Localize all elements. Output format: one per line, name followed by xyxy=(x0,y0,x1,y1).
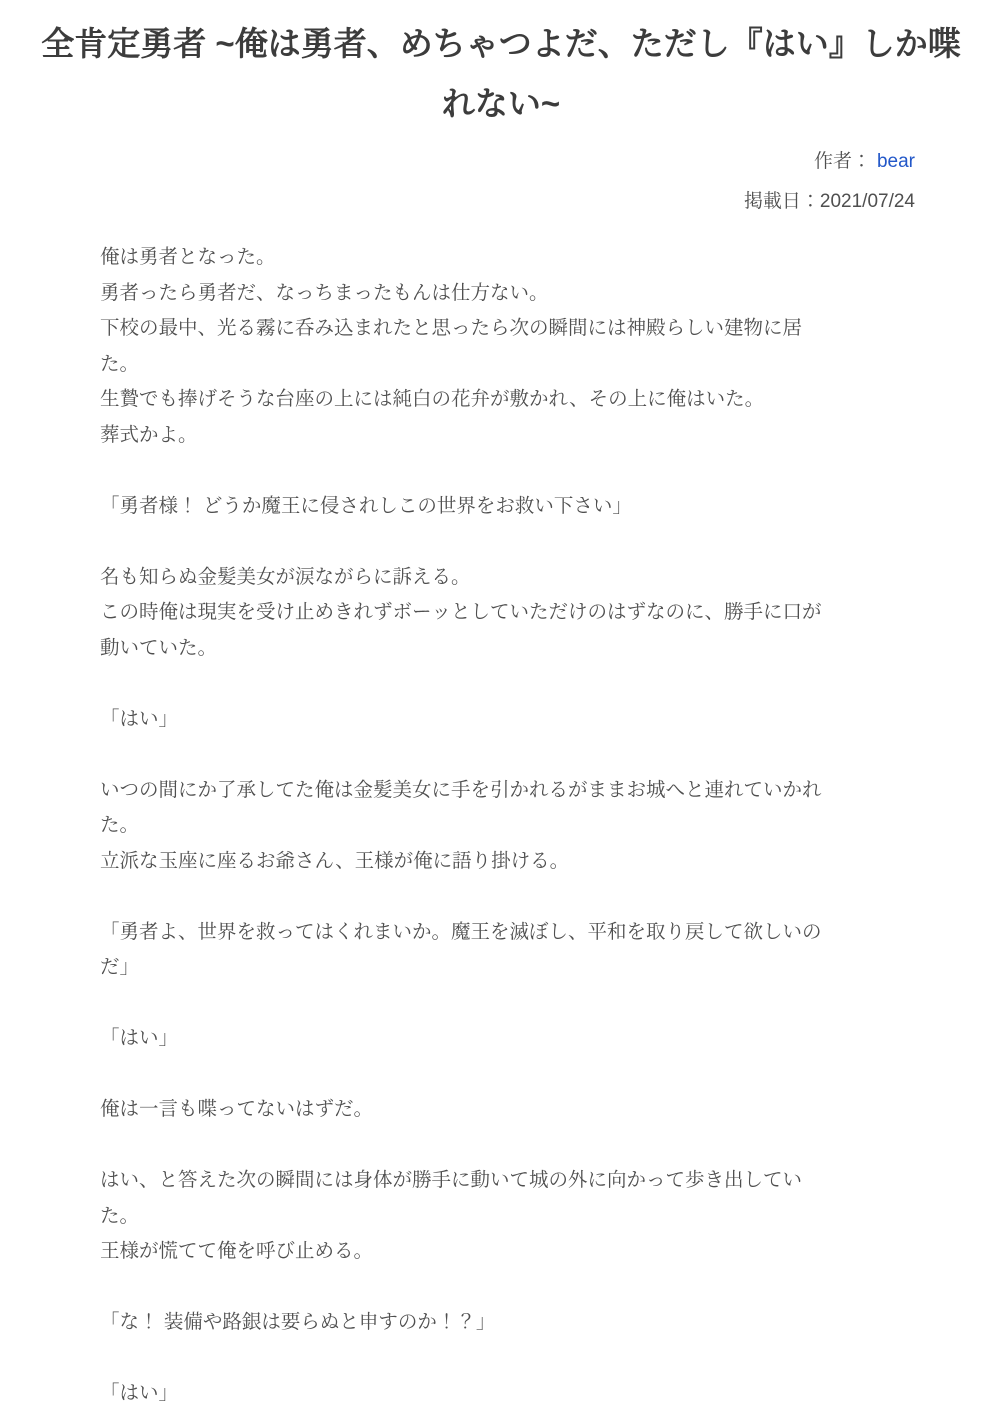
novel-line: 葬式かよ。 xyxy=(100,423,198,446)
novel-line: 「はい」 xyxy=(100,707,179,730)
author-link[interactable]: bear xyxy=(876,151,915,172)
meta-block xyxy=(0,142,915,222)
novel-line: この時俺は現実を受け止めきれずボーッとしていただけのはずなのに、勝手に口が動いていた。 xyxy=(100,601,822,659)
paragraph xyxy=(100,1092,830,1128)
novel-line: 「勇者よ、世界を救ってはくれまいか。魔王を滅ぼし、平和を取り戻して欲しいのだ」 xyxy=(100,920,822,978)
novel-line: 下校の最中、光る霧に呑み込まれたと思ったら次の瞬間には神殿らしい建物に居た。 xyxy=(100,317,803,375)
novel-line: 「な！ 装備や路銀は要らぬと申すのか！？」 xyxy=(100,1311,496,1333)
author-label: 作者： xyxy=(813,151,871,172)
paragraph xyxy=(100,489,830,525)
paragraph xyxy=(100,1163,830,1270)
novel-line: 生贄でも捧げそうな台座の上には純白の花弁が敷かれ、その上に俺はいた。 xyxy=(100,388,765,410)
novel-line: 「はい」 xyxy=(100,1382,179,1404)
paragraph xyxy=(100,915,830,986)
date-label: 掲載日： xyxy=(743,191,820,212)
author-line xyxy=(0,142,915,182)
paragraph xyxy=(100,240,830,453)
date-line xyxy=(0,182,915,222)
novel-line: 立派な玉座に座るお爺さん、王様が俺に語り掛ける。 xyxy=(100,849,570,872)
novel-line: 「勇者様！ どうか魔王に侵されしこの世界をお救い下さい」 xyxy=(100,494,632,517)
novel-title: 全肯定勇者 ~俺は勇者、めちゃつよだ、ただし『はい』しか喋れない~ xyxy=(41,25,961,122)
paragraph xyxy=(100,773,830,880)
paragraph xyxy=(100,1021,830,1057)
novel-line: 名も知らぬ金髪美女が涙ながらに訴える。 xyxy=(100,565,471,588)
paragraph xyxy=(100,1376,830,1412)
novel-line: 俺は勇者となった。 xyxy=(100,246,276,268)
paragraph xyxy=(100,560,830,667)
date-value: 2021/07/24 xyxy=(819,191,915,212)
novel-line: 俺は一言も喋ってないはずだ。 xyxy=(100,1098,374,1120)
paragraph xyxy=(100,702,830,738)
novel-line: 勇者ったら勇者だ、なっちまったもんは仕方ない。 xyxy=(100,281,549,304)
novel-line: 「はい」 xyxy=(100,1027,179,1049)
novel-line: いつの間にか了承してた俺は金髪美女に手を引かれるがままお城へと連れていかれた。 xyxy=(100,778,822,836)
paragraph xyxy=(100,1305,830,1341)
novel-body xyxy=(100,240,830,1412)
novel-line: 王様が慌てて俺を呼び止める。 xyxy=(100,1240,374,1262)
novel-line: はい、と答えた次の瞬間には身体が勝手に動いて城の外に向かって歩き出していた。 xyxy=(100,1169,803,1227)
